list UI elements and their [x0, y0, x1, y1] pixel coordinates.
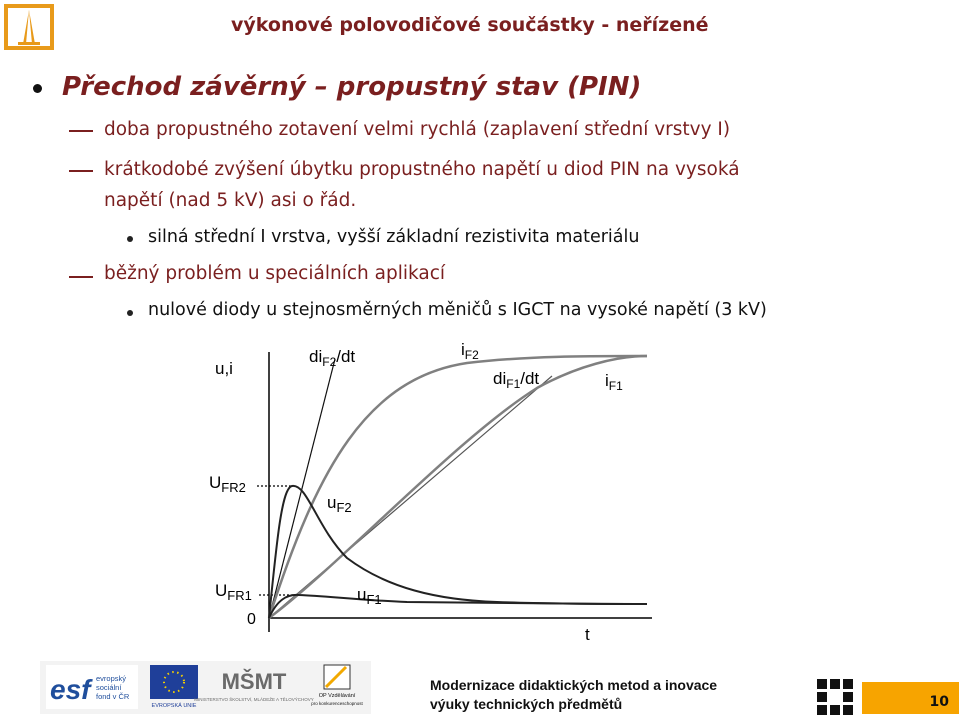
page-number-box: [862, 682, 959, 714]
svg-text:fond v ČR: fond v ČR: [96, 692, 130, 701]
bullet-icon: [127, 236, 133, 242]
svg-text:diF2/dt: [309, 347, 355, 369]
svg-text:uF2: [327, 493, 352, 515]
list-item: běžný problém u speciálních aplikací: [104, 263, 446, 284]
list-item: nulové diody u stejnosměrných měničů s IGCT na vysoké napětí (3 kV): [148, 300, 767, 320]
svg-text:MŠMT: MŠMT: [221, 669, 287, 694]
header-title: výkonové polovodičové součástky - neřízené: [231, 14, 709, 36]
svg-text:UFR1: [215, 581, 252, 603]
label-iF2-sub: F2: [464, 348, 479, 362]
axis-label-ui: u,i: [215, 359, 233, 378]
svg-text:esf: esf: [50, 674, 91, 705]
footer-line-1: Modernizace didaktických metod a inovace: [430, 677, 718, 693]
label-diF2-sub: F2: [322, 355, 337, 369]
svg-text:iF2: [461, 340, 479, 362]
svg-text:evropský: evropský: [96, 674, 127, 683]
label-UFR1-main: U: [215, 581, 228, 600]
axis-label-t: t: [585, 625, 590, 644]
label-uF2-main: u: [327, 493, 337, 512]
dash-icon: [69, 276, 93, 278]
label-uF1-main: u: [357, 585, 367, 604]
op-vk-logo: [308, 665, 366, 709]
bullet-icon: [33, 84, 42, 93]
label-iF1-sub: F1: [608, 379, 623, 393]
svg-text:diF1/dt: [493, 369, 539, 391]
label-uF2-sub: F2: [336, 500, 352, 515]
label-UFR1-sub: FR1: [227, 588, 252, 603]
footer-line-2: výuky technických předmětů: [430, 696, 623, 712]
svg-text:EVROPSKÁ UNIE: EVROPSKÁ UNIE: [151, 703, 197, 709]
label-uF1-sub: F1: [366, 592, 382, 607]
slide-heading: Přechod závěrný – propustný stav (PIN): [62, 72, 642, 102]
svg-text:uF1: [357, 585, 382, 607]
label-UFR2-main: U: [209, 473, 222, 492]
list-item-continuation: napětí (nad 5 kV) asi o řád.: [104, 190, 357, 211]
label-diF2-main: di: [309, 347, 323, 366]
bullet-icon: [127, 310, 133, 316]
svg-text:sociální: sociální: [96, 683, 122, 692]
label-UFR2-sub: FR2: [221, 480, 246, 495]
forward-recovery-figure: [207, 338, 652, 644]
grid-icon: [817, 679, 853, 715]
label-diF1-tail: /dt: [520, 369, 540, 388]
list-item: doba propustného zotavení velmi rychlá (zaplavení střední vrstvy I): [104, 119, 731, 140]
diF2-tangent-line: [269, 359, 335, 618]
svg-text:pro konkurenceschopnost: pro konkurenceschopnost: [311, 701, 363, 706]
label-iF2-main: i: [461, 340, 465, 359]
uF2-curve: [269, 486, 647, 618]
svg-text:UFR2: [209, 473, 246, 495]
dash-icon: [69, 130, 93, 132]
eu-flag-logo: [144, 665, 204, 709]
msmt-logo: [194, 665, 314, 709]
dash-icon: [69, 170, 93, 172]
list-item: krátkodobé zvýšení úbytku propustného napětí u diod PIN na vysoká: [104, 159, 740, 180]
svg-text:MINISTERSTVO ŠKOLSTVÍ, MLÁDEŽE: MINISTERSTVO ŠKOLSTVÍ, MLÁDEŽE A TĚLOVÝCHOVY: [194, 697, 314, 702]
esf-logo: [46, 665, 138, 709]
label-diF2-tail: /dt: [336, 347, 356, 366]
label-diF1-sub: F1: [506, 377, 521, 391]
label-diF1-main: di: [493, 369, 507, 388]
label-iF1-main: i: [605, 371, 609, 390]
list-item: silná střední I vrstva, vyšší základní rezistivita materiálu: [148, 227, 640, 247]
svg-text:iF1: [605, 371, 623, 393]
sponsor-logos: [40, 661, 371, 714]
university-logo: [4, 4, 54, 50]
label-zero: 0: [247, 611, 256, 628]
svg-text:OP Vzdělávání: OP Vzdělávání: [318, 693, 356, 699]
page-number: 10: [929, 694, 949, 710]
